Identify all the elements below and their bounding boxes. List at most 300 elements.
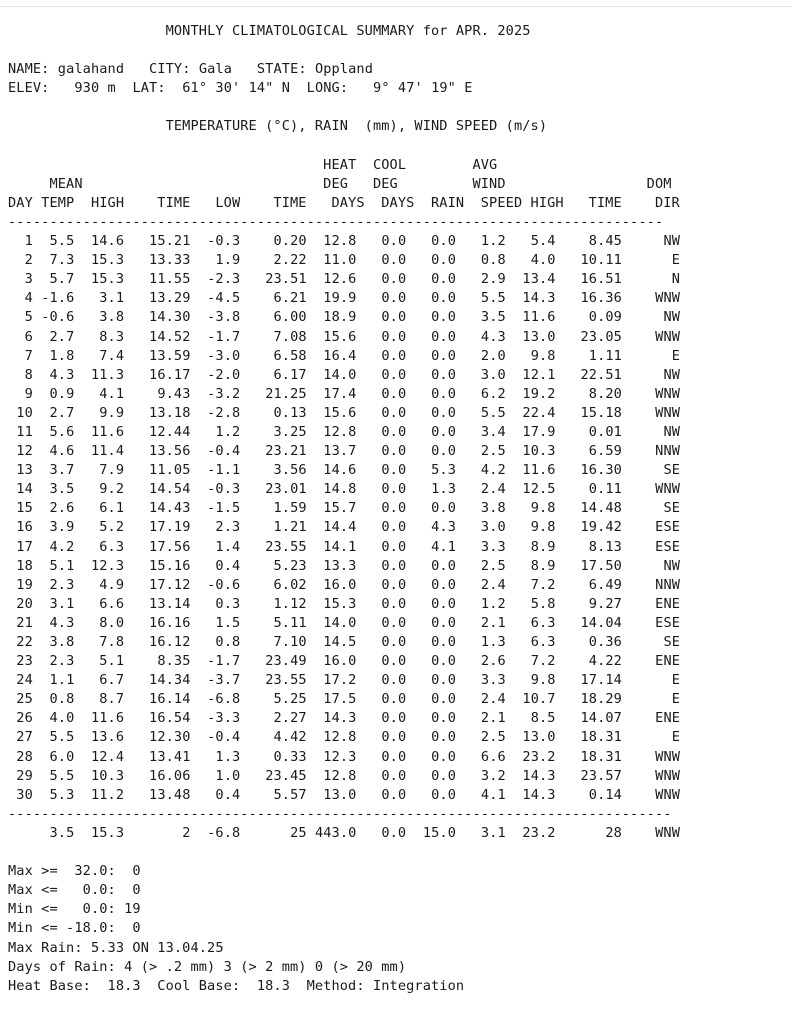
cell-avg-wind: 3.5	[480, 309, 506, 326]
cell-mean: -1.6	[41, 290, 75, 307]
cell-cool: 0.0	[381, 404, 407, 421]
cell-wind-high: 11.6	[522, 462, 556, 479]
cell-avg-wind: 1.3	[480, 634, 506, 650]
cell-high: 5.1	[99, 653, 125, 670]
table-row	[8, 672, 680, 688]
table-row	[8, 577, 680, 593]
cell-cool: 0.0	[381, 710, 407, 727]
cell-heat: 15.7	[323, 500, 357, 517]
cell-wind-time: 0.36	[588, 634, 622, 650]
cell-wind-time: 16.30	[580, 462, 622, 479]
cell-high-time: 13.33	[149, 252, 191, 269]
cell-high: 11.3	[90, 366, 125, 383]
cell-avg-wind: 2.5	[480, 557, 506, 574]
cell-low: 0.4	[215, 557, 241, 574]
cell-rain: 0.0	[431, 271, 457, 288]
table-header-line-3: DAY TEMP HIGH TIME LOW TIME DAYS DAYS RAIN SPEED HIGH TIME DIR	[8, 194, 680, 211]
cell-wind-time: 16.51	[580, 271, 622, 288]
cell-low-time: 7.10	[273, 634, 307, 650]
cell-heat: 15.6	[323, 404, 357, 421]
cell-mean: 5.7	[49, 271, 75, 288]
station-state: Oppland	[314, 61, 374, 78]
cell-low: -4.5	[207, 290, 241, 307]
cell-wind-time: 19.42	[580, 519, 622, 536]
cell-low: 1.2	[215, 423, 241, 440]
cell-low: 0.8	[215, 634, 241, 650]
cell-avg-wind: 3.2	[480, 767, 506, 784]
cell-cool: 0.0	[381, 252, 407, 269]
cell-low-time: 3.56	[273, 462, 307, 479]
cell-wind-time: 9.27	[588, 595, 622, 612]
cell-avg-wind: 2.6	[480, 653, 506, 670]
cell-heat: 13.3	[323, 557, 357, 574]
footer-line: Max Rain: 5.33 ON 13.04.25	[8, 939, 224, 956]
cell-wind-time: 23.57	[580, 767, 622, 784]
cell-avg-wind: 2.4	[480, 481, 506, 498]
table-row	[8, 462, 680, 478]
cell-wind-high: 22.4	[522, 404, 556, 421]
cell-rain: 5.3	[431, 462, 457, 479]
cell-high-time: 13.29	[149, 290, 191, 307]
cell-day: 30	[16, 786, 33, 803]
cell-dir: SE	[663, 500, 681, 517]
cell-dir: WNW	[655, 404, 681, 421]
cell-high: 8.7	[99, 691, 125, 708]
station-city-label: CITY:	[149, 61, 191, 78]
table-row	[8, 252, 680, 268]
cell-wind-high: 8.9	[530, 538, 556, 555]
cell-dir: WNW	[655, 824, 680, 841]
cell-rain: 1.3	[431, 481, 457, 498]
cell-low-time: 0.20	[273, 233, 307, 250]
cell-low: -2.3	[207, 271, 241, 288]
cell-high: 6.7	[99, 672, 125, 689]
cell-low: 1.9	[215, 252, 241, 269]
cell-wind-time: 4.22	[588, 653, 622, 670]
cell-heat: 17.4	[323, 385, 357, 402]
cell-low-time: 6.21	[273, 290, 307, 307]
table-row	[8, 749, 680, 765]
cell-low: -3.7	[207, 672, 241, 689]
cell-low: -3.2	[207, 385, 241, 402]
cell-low: 1.4	[215, 538, 241, 555]
cell-avg-wind: 2.1	[480, 710, 506, 727]
cell-dir: E	[671, 252, 681, 269]
cell-low-time: 25	[290, 824, 307, 841]
footer-line: Max >= 32.0: 0	[8, 863, 141, 880]
table-row	[8, 233, 680, 249]
cell-heat: 17.5	[323, 691, 357, 708]
cell-wind-high: 4.0	[530, 252, 556, 269]
cell-mean: 5.6	[49, 423, 75, 440]
cell-dir: WNW	[655, 328, 681, 345]
cell-high: 12.3	[90, 557, 125, 574]
cell-low-time: 1.12	[273, 595, 307, 612]
table-row	[8, 768, 680, 784]
cell-heat: 12.6	[323, 271, 357, 288]
cell-heat: 14.5	[323, 634, 357, 650]
cell-heat: 17.2	[323, 672, 357, 689]
cell-low: -2.8	[207, 404, 241, 421]
cell-high: 6.3	[99, 538, 125, 555]
table-header-line-2: MEAN DEG DEG WIND DOM	[8, 175, 672, 192]
cell-mean: 0.8	[49, 691, 75, 708]
station-city: Gala	[198, 61, 232, 78]
cell-low-time: 0.13	[273, 404, 307, 421]
cell-dir: ENE	[655, 595, 681, 612]
cell-wind-time: 28	[605, 824, 622, 841]
cell-day: 21	[16, 614, 33, 631]
cell-wind-time: 15.18	[580, 404, 622, 421]
cell-high-time: 17.12	[149, 576, 191, 593]
table-row	[8, 787, 680, 803]
cell-rain: 0.0	[431, 385, 457, 402]
cell-high: 11.6	[90, 423, 125, 440]
footer-line: Heat Base: 18.3 Cool Base: 18.3 Method: Integration	[8, 977, 465, 994]
cell-avg-wind: 1.2	[480, 595, 506, 612]
cell-heat: 12.8	[323, 233, 357, 250]
cell-high-time: 16.54	[149, 710, 191, 727]
cell-avg-wind: 4.2	[480, 462, 506, 479]
report-title-text: MONTHLY CLIMATOLOGICAL SUMMARY for APR. 2025	[165, 23, 531, 39]
cell-dir: WNW	[655, 385, 681, 402]
cell-avg-wind: 3.3	[480, 538, 506, 555]
table-row	[8, 691, 680, 707]
cell-low-time: 6.58	[273, 347, 307, 364]
cell-wind-high: 23.2	[522, 824, 556, 841]
top-divider	[0, 6, 791, 7]
cell-cool: 0.0	[381, 729, 407, 746]
cell-day: 6	[24, 328, 33, 345]
cell-high-time: 8.35	[157, 653, 191, 670]
cell-low: 1.3	[215, 748, 241, 765]
cell-mean: 0.9	[49, 385, 75, 402]
cell-mean: 3.9	[49, 519, 75, 536]
cell-low: -1.1	[207, 462, 241, 479]
cell-cool: 0.0	[381, 481, 407, 498]
cell-wind-time: 18.31	[580, 748, 622, 765]
cell-wind-time: 0.09	[588, 309, 622, 326]
cell-mean: 3.8	[49, 634, 75, 650]
cell-day: 19	[16, 576, 33, 593]
table-row	[8, 481, 680, 497]
station-name-label: NAME:	[8, 61, 50, 78]
table-row	[8, 615, 680, 631]
report-title	[8, 23, 166, 39]
cell-high: 11.4	[90, 443, 125, 460]
cell-rain: 0.0	[431, 404, 457, 421]
cell-low: 0.3	[215, 595, 241, 612]
cell-day: 4	[24, 290, 33, 307]
table-header-line-1: HEAT COOL AVG	[8, 156, 498, 173]
cell-heat: 16.4	[323, 347, 357, 364]
cell-wind-time: 0.01	[588, 423, 622, 440]
cell-high: 15.3	[90, 252, 125, 269]
table-row	[8, 539, 680, 555]
cell-rain: 0.0	[431, 729, 457, 746]
cell-low-time: 5.25	[273, 691, 307, 708]
cell-mean: 5.5	[49, 767, 75, 784]
cell-rain: 0.0	[431, 252, 457, 269]
cell-dir: E	[671, 691, 681, 708]
cell-rain: 4.1	[431, 538, 457, 555]
station-lat: 61° 30' 14" N	[182, 80, 291, 97]
cell-high-time: 13.14	[149, 595, 191, 612]
table-body	[8, 233, 680, 803]
cell-mean: 4.2	[49, 538, 75, 555]
cell-heat: 18.9	[323, 309, 357, 326]
cell-cool: 0.0	[381, 385, 407, 402]
cell-low: 1.0	[215, 767, 241, 784]
cell-avg-wind: 2.4	[480, 691, 506, 708]
station-elev-label: ELEV:	[8, 80, 50, 97]
cell-low-time: 7.08	[273, 328, 307, 345]
cell-low-time: 21.25	[265, 385, 307, 402]
cell-mean: 4.0	[49, 710, 75, 727]
cell-high-time: 14.43	[149, 500, 191, 517]
cell-mean: 2.7	[49, 328, 75, 345]
cell-avg-wind: 2.4	[480, 576, 506, 593]
cell-high-time: 16.17	[149, 366, 191, 383]
cell-wind-high: 13.0	[522, 328, 556, 345]
cell-cool: 0.0	[381, 557, 407, 574]
table-row	[8, 329, 680, 345]
cell-cool: 0.0	[381, 614, 407, 631]
cell-low: -0.6	[207, 576, 241, 593]
cell-avg-wind: 3.4	[480, 423, 506, 440]
cell-day: 10	[16, 404, 33, 421]
cell-rain: 0.0	[431, 309, 457, 326]
cell-rain: 0.0	[431, 423, 457, 440]
cell-high: 13.6	[90, 729, 125, 746]
cell-dir: NW	[663, 366, 681, 383]
cell-low-time: 6.00	[273, 309, 307, 326]
cell-day: 14	[16, 481, 33, 498]
cell-low-time: 23.45	[265, 767, 307, 784]
table-row	[8, 634, 680, 650]
station-state-label: STATE:	[256, 61, 307, 78]
cell-wind-time: 14.48	[580, 500, 622, 517]
cell-wind-high: 12.5	[522, 481, 556, 498]
cell-rain: 0.0	[431, 328, 457, 345]
cell-mean: 2.6	[49, 500, 75, 517]
cell-low-time: 5.11	[273, 614, 307, 631]
cell-wind-high: 9.8	[530, 519, 556, 536]
cell-heat: 14.4	[323, 519, 357, 536]
cell-cool: 0.0	[381, 691, 407, 708]
cell-mean: 2.7	[49, 404, 75, 421]
cell-wind-time: 23.05	[580, 328, 622, 345]
cell-avg-wind: 2.0	[480, 347, 506, 364]
cell-rain: 0.0	[431, 595, 457, 612]
cell-low: -3.0	[207, 347, 241, 364]
cell-cool: 0.0	[381, 653, 407, 670]
cell-rain: 0.0	[431, 748, 457, 765]
cell-low-time: 23.21	[265, 443, 307, 460]
cell-heat: 19.9	[323, 290, 357, 307]
table-row	[8, 710, 680, 726]
table-row	[8, 367, 680, 383]
cell-low: -2.0	[207, 366, 241, 383]
cell-rain: 0.0	[431, 786, 457, 803]
table-row	[8, 424, 680, 440]
cell-day: 20	[16, 595, 33, 612]
cell-cool: 0.0	[381, 767, 407, 784]
cell-wind-time: 17.14	[580, 672, 622, 689]
cell-rain: 0.0	[431, 347, 457, 364]
footer-line: Max <= 0.0: 0	[8, 882, 141, 899]
cell-wind-high: 10.7	[522, 691, 556, 708]
cell-high: 14.6	[90, 233, 125, 250]
cell-cool: 0.0	[381, 233, 407, 250]
cell-high: 15.3	[90, 271, 125, 288]
cell-high-time: 16.16	[149, 614, 191, 631]
cell-wind-time: 22.51	[580, 366, 622, 383]
cell-mean: -0.6	[41, 309, 75, 326]
cell-mean: 6.0	[49, 748, 75, 765]
cell-high-time: 2	[182, 824, 191, 841]
cell-low-time: 2.27	[273, 710, 307, 727]
cell-dir: WNW	[655, 786, 681, 803]
cell-cool: 0.0	[381, 786, 407, 803]
cell-low: 1.5	[215, 614, 241, 631]
cell-day: 25	[16, 691, 33, 708]
cell-wind-high: 6.3	[530, 634, 556, 650]
cell-day: 26	[16, 710, 33, 727]
cell-low-time: 3.25	[273, 423, 307, 440]
cell-wind-time: 6.49	[588, 576, 622, 593]
table-row	[8, 405, 680, 421]
summary-line	[8, 825, 680, 841]
table-row	[8, 596, 680, 612]
cell-wind-high: 14.3	[522, 767, 556, 784]
cell-low: -0.3	[207, 233, 241, 250]
cell-wind-high: 13.4	[522, 271, 556, 288]
cell-high-time: 13.41	[149, 748, 191, 765]
cell-mean: 1.1	[49, 672, 75, 689]
cell-dir: WNW	[655, 290, 681, 307]
cell-low: -1.5	[207, 500, 241, 517]
cell-avg-wind: 2.5	[480, 729, 506, 746]
cell-low: -0.4	[207, 443, 241, 460]
cell-low-time: 1.59	[273, 500, 307, 517]
units-line: TEMPERATURE (°C), RAIN (mm), WIND SPEED (m/s)	[165, 118, 548, 135]
cell-day: 1	[24, 233, 33, 250]
cell-dir: E	[671, 347, 681, 364]
table-row	[8, 653, 680, 669]
cell-high: 4.1	[99, 385, 125, 402]
cell-wind-high: 6.3	[530, 614, 556, 631]
table-row	[8, 558, 680, 574]
table-row	[8, 443, 680, 459]
cell-day: 24	[16, 672, 33, 689]
cell-high-time: 16.14	[149, 691, 191, 708]
cell-avg-wind: 3.8	[480, 500, 506, 517]
cell-low-time: 23.01	[265, 481, 307, 498]
cell-day: 22	[16, 634, 33, 650]
cell-mean: 5.1	[49, 557, 75, 574]
table-row	[8, 271, 680, 287]
cell-low: -1.7	[207, 653, 241, 670]
cell-low: -0.4	[207, 729, 241, 746]
cell-cool: 0.0	[381, 576, 407, 593]
station-lat-label: LAT:	[132, 80, 166, 97]
cell-avg-wind: 6.2	[480, 385, 506, 402]
cell-dir: WNW	[655, 481, 681, 498]
cell-high: 9.2	[99, 481, 125, 498]
cell-wind-high: 14.3	[522, 290, 556, 307]
cell-day: 17	[16, 538, 33, 555]
cell-cool: 0.0	[381, 423, 407, 440]
cell-mean: 2.3	[49, 576, 75, 593]
cell-day: 12	[16, 443, 33, 460]
cell-day: 8	[24, 366, 33, 383]
cell-dir: NNW	[655, 576, 681, 593]
cell-rain: 0.0	[431, 614, 457, 631]
cell-heat: 12.8	[323, 767, 357, 784]
cell-heat: 13.0	[323, 786, 357, 803]
cell-rain: 0.0	[431, 576, 457, 593]
cell-wind-high: 5.4	[530, 233, 556, 250]
cell-mean: 5.5	[49, 729, 75, 746]
cell-rain: 0.0	[431, 691, 457, 708]
cell-cool: 0.0	[381, 595, 407, 612]
cell-avg-wind: 0.8	[480, 252, 506, 269]
cell-avg-wind: 2.5	[480, 443, 506, 460]
cell-low: 0.4	[215, 786, 241, 803]
cell-day: 28	[16, 748, 33, 765]
climatological-summary-document	[8, 22, 680, 996]
cell-cool: 0.0	[381, 538, 407, 555]
cell-low-time: 6.17	[273, 366, 307, 383]
cell-high-time: 9.43	[157, 385, 191, 402]
footer-line: Days of Rain: 4 (> .2 mm) 3 (> 2 mm) 0 (> 20 mm)	[8, 958, 407, 975]
cell-day: 27	[16, 729, 33, 746]
cell-cool: 0.0	[381, 290, 407, 307]
cell-mean: 3.5	[49, 824, 75, 841]
cell-mean: 3.7	[49, 462, 75, 479]
cell-high-time: 16.06	[149, 767, 191, 784]
table-separator: -------------------------------------------------------------------------------	[8, 213, 664, 230]
cell-low-time: 2.22	[273, 252, 307, 269]
cell-wind-high: 7.2	[530, 576, 556, 593]
cell-wind-time: 18.29	[580, 691, 622, 708]
cell-avg-wind: 5.5	[480, 290, 506, 307]
cell-wind-time: 18.31	[580, 729, 622, 746]
cell-low: 2.3	[215, 519, 241, 536]
cell-low: -3.8	[207, 309, 241, 326]
cell-heat: 14.0	[323, 614, 357, 631]
cell-wind-high: 8.5	[530, 710, 556, 727]
cell-mean: 3.1	[49, 595, 75, 612]
cell-high: 3.1	[99, 290, 125, 307]
cell-wind-high: 11.6	[522, 309, 556, 326]
cell-heat: 14.0	[323, 366, 357, 383]
cell-day: 29	[16, 767, 33, 784]
cell-mean: 1.8	[49, 347, 75, 364]
cell-mean: 3.5	[49, 481, 75, 498]
cell-day: 23	[16, 653, 33, 670]
station-name: galahand	[57, 61, 125, 78]
cell-avg-wind: 2.1	[480, 614, 506, 631]
cell-rain: 0.0	[431, 557, 457, 574]
cell-day: 5	[24, 309, 33, 326]
cell-cool: 0.0	[381, 634, 407, 650]
cell-wind-high: 5.8	[530, 595, 556, 612]
cell-mean: 5.3	[49, 786, 75, 803]
cell-rain: 0.0	[431, 710, 457, 727]
cell-avg-wind: 5.5	[480, 404, 506, 421]
